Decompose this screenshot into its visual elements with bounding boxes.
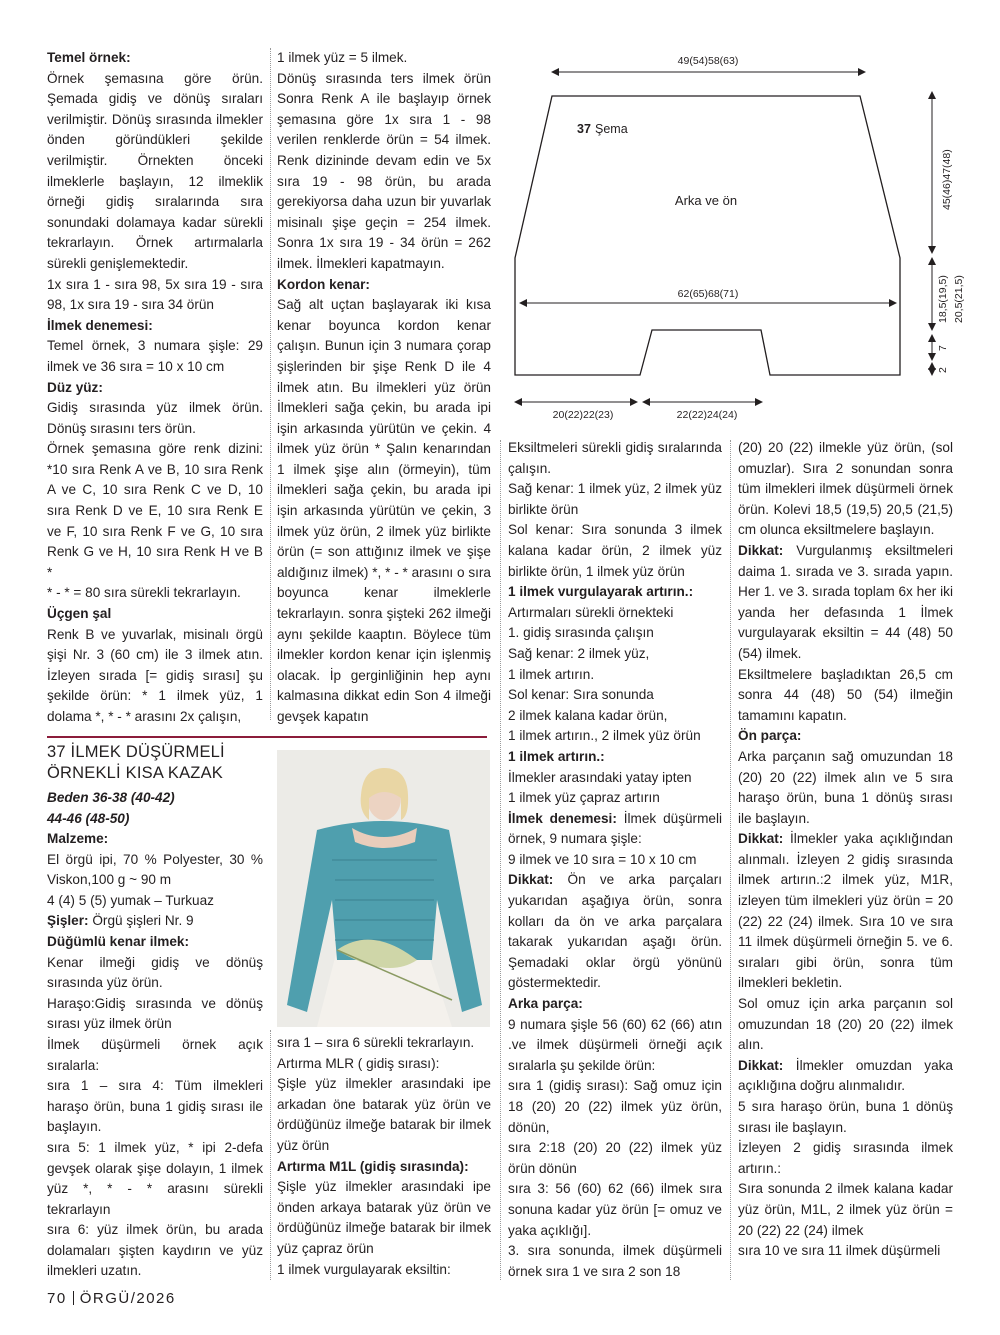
lead-label: Şişler: (47, 913, 89, 929)
paragraph: Artırmaları sürekli örnekteki (508, 604, 674, 620)
paragraph: Sağ kenar: 1 ilmek yüz, 2 ilmek yüz birlikte örün (508, 481, 722, 517)
paragraph (738, 1056, 953, 1097)
article-title: 37 İLMEK DÜŞÜRMELİ ÖRNEKLİ KISA KAZAK (47, 743, 225, 782)
magazine-name: ÖRGÜ/2026 (79, 1290, 176, 1307)
paragraph: Örnek şemasına göre örün. Şemada gidiş ve dönüş sıraları verilmiştir. Dönüş sırasında ilmekler önden göründükleri şekilde verilmiştir. Örnekten önceki ilmeklerle başlayın, 12 ilmeklik örneği gidiş sıralarında sıra sonundaki dolamaya kadar sürekli tekrarlayın. Örnek artırmalarla sürekli genişlemektedir. (47, 70, 263, 271)
paragraph: Şişle yüz ilmekler arasındaki ipe arkadan öne batarak yüz örün ve ördüğünüz ilmeğe batarak bir ilmek yüz örün (277, 1076, 491, 1153)
right-mid-label-b: 20,5(21,5) (953, 275, 965, 323)
paragraph: Dönüş sırasında ters ilmek örün Sonra Renk A ile başlayıp örnek şemasına göre 1x sıra 1 - 98 verilen renklerde örün = 54 ilmek. Renk dizininde devam edin ve 5x sıra 19 - 98 örün, bu arada gerekiyorsa daha uzun bir yuvarlak misinalı şişe geçin = 254 ilmek. Sonra 1x sıra 19 - 34 örün = 262 ilmek. İlmekleri kapatmayın. (277, 70, 491, 271)
paragraph (47, 911, 263, 932)
paragraph: 1 ilmek vurgulayarak eksiltin: (277, 1261, 451, 1277)
col4 (738, 438, 953, 1262)
paragraph: İzleyen 2 gidiş sırasında ilmek artırın.: (738, 1140, 953, 1176)
right-7-label: 7 (937, 345, 949, 351)
paragraph-text: İlmekler yaka açıklığından alınmalı. İzleyen 2 gidiş sırasında ilmek artırın.:2 ilmek yüz, M1R, izleyen tüm ilmekleri yüz örün = 20 (22) 22 (24) ilmek. Sıra 10 ve sıra 11 ilmek düşürmeli örneğin 5. ve 6. sıraları gibi örün, sonra tüm ilmekleri bekletin. (738, 831, 953, 991)
paragraph: sıra 5: 1 ilmek yüz, * ipi 2-defa gevşek olarak şişe dolayın, 1 ilmek yüz *, * - * arasını sürekli tekrarlayın (47, 1139, 263, 1217)
size-line-1: Beden 36-38 (40-42) (47, 790, 175, 805)
section-heading: Düz yüz: (47, 379, 103, 395)
lead-label: Dikkat: (738, 542, 784, 558)
paragraph: 1x sıra 1 - sıra 98, 5x sıra 19 - sıra 98, 1x sıra 19 - sıra 34 örün (47, 276, 263, 313)
section-heading: Malzeme: (47, 831, 109, 846)
center-label: Arka ve ön (674, 193, 738, 208)
paragraph: Örnek şemasına göre renk dizini: *10 sıra Renk A ve B, 10 sıra Renk A ve C, 10 sıra Renk C ve D, 10 sıra Renk D ve E, 10 sıra Renk E ve F, 10 sıra Renk F ve G, 10 sıra Renk G ve H, 10 sıra Renk H ve B * (47, 441, 263, 580)
chart-label: Şema (595, 122, 628, 136)
right-2-label: 2 (937, 367, 949, 373)
section-heading: Üçgen şal (47, 606, 112, 622)
paragraph: 1 ilmek artırın., 2 ilmek yüz örün (508, 728, 701, 744)
paragraph (508, 809, 722, 850)
paragraph: İlmekler arasındaki yatay ipten (508, 769, 692, 785)
right-upper-label: 45(46)47(48) (941, 149, 953, 210)
section-heading: 1 ilmek vurgulayarak artırın.: (508, 584, 694, 600)
paragraph-text: Örgü şişleri Nr. 9 (88, 913, 194, 929)
paragraph: 5 sıra haraşo örün, buna 1 dönüş sırası ile başlayın. (738, 1099, 953, 1135)
paragraph: sıra 2:18 (20) 20 (22) ilmek yüz örün dönün (508, 1140, 722, 1176)
paragraph: sıra 6: yüz ilmek örün, bu arada dolamaları şişten kaydırın ve yüz ilmekleri uzatın. (47, 1222, 263, 1279)
lead-label: Dikkat: (738, 831, 784, 847)
right-mid-label-a: 18,5(19,5) (937, 275, 949, 323)
section-heading: Ön parça: (738, 728, 802, 744)
paragraph: 9 numara şişle 56 (60) 62 (66) atın .ve ilmek düşürmeli örneği açık sıralarla şu şekilde örün: (508, 1016, 722, 1073)
paragraph: sıra 1 (gidiş sırası): Sağ omuz için 18 (20) 20 (22) ilmek yüz örün, dönün, (508, 1078, 722, 1135)
col2-top (277, 48, 491, 728)
paragraph: Gidiş sırasında yüz ilmek örün. Dönüş sırasını ters örün. (47, 400, 263, 436)
paragraph: Şişle yüz ilmekler arasındaki ipe önden arkaya batarak yüz örün ve ördüğünüz ilmeğe batarak bir ilmek yüz çapraz örün (277, 1179, 491, 1256)
bottom-right-label: 22(22)24(24) (676, 409, 738, 421)
section-heading: İlmek denemesi: (47, 317, 153, 333)
paragraph: Eksiltmeleri sürekli gidiş sıralarında çalışın. (508, 440, 722, 476)
lead-label: Dikkat: (738, 1057, 784, 1073)
paragraph: sıra 10 ve sıra 11 ilmek düşürmeli (738, 1243, 941, 1259)
column-divider (270, 1030, 271, 1280)
footer-divider (73, 1291, 74, 1305)
section-heading: Düğümlü kenar ilmek: (47, 933, 190, 949)
paragraph-text: Vurgulanmış eksiltmeleri daima 1. sırada ve 3. sırada yapın. Her 1. ve 3. sırada toplam 6x her iki yanda her defasında 1 İlmek vurgulayarak eksiltin = 44 (48) 50 (54) ilmek. (738, 542, 953, 661)
paragraph: 1. gidiş sırasında çalışın (508, 625, 654, 641)
paragraph: El örgü ipi, 70 % Polyester, 30 % Viskon,100 g ~ 90 m (47, 851, 263, 888)
page-footer (47, 1290, 176, 1307)
column-divider (270, 48, 271, 720)
garment-outline (515, 96, 900, 375)
paragraph: Sıra sonunda 2 ilmek kalana kadar yüz örün, M1L, 2 ilmek yüz örün = 20 (22) 22 (24) ilmek (738, 1181, 953, 1238)
article-divider (47, 736, 487, 738)
paragraph: Sol omuz için arka parçanın sol omuzundan 18 (20) 20 (22) ilmek alın. (738, 996, 953, 1053)
paragraph-text: Ön ve arka parçaları yukarıdan aşağıya örün, sonra kolları da ön ve arka parçalara takarak yukarıdan aşağı örün. Şemadaki oklar örgü yönünü göstermektedir. (508, 872, 722, 991)
paragraph: Kenar ilmeği gidiş ve dönüş sırasında yüz örün. (47, 954, 263, 991)
paragraph (738, 541, 953, 665)
paragraph: * - * = 80 sıra sürekli tekrarlayın. (47, 585, 241, 601)
col1-top (47, 48, 263, 728)
paragraph: Arka parçanın sağ omuzundan 18 (20) 20 (22) ilmek alın ve 5 sıra haraşo örün, buna 1 dönüş sırası ile başlayın. (738, 748, 953, 826)
paragraph: İlmek düşürmeli örnek açık sıralarla: (47, 1036, 263, 1073)
paragraph: Temel örnek, 3 numara şişle: 29 ilmek ve 36 sıra = 10 x 10 cm (47, 338, 263, 374)
column-divider (730, 440, 731, 1280)
section-heading: Temel örnek: (47, 50, 131, 65)
size-info (47, 788, 175, 829)
paragraph: Renk B ve yuvarlak, misinalı örgü şişi Nr. 3 (60 cm) ile 3 ilmek atın. İzleyen sırada [= gidiş sırası] şu şekilde örün: * 1 ilmek yüz, 1 dolama *, * - * arasını 2x çalışın, (47, 626, 263, 724)
paragraph: Sol kenar: Sıra sonunda (508, 687, 654, 703)
bottom-left-label: 20(22)22(23) (552, 409, 614, 421)
page-number: 70 (47, 1290, 67, 1307)
paragraph: 1 ilmek yüz çapraz artırın (508, 790, 660, 806)
section-heading: Arka parça: (508, 996, 583, 1012)
paragraph: Sağ alt uçtan başlayarak iki kısa kenar boyunca kordon kenar çalışın. Bunun için 3 numara çorap şişlerinden bir şişe Renk D ile 4 ilmek atın. Bu ilmekleri yüz örün İlmekleri sağa çekin, bu arada ipi işin arkasında yürütün ve çekin. 4 ilmek yüz örün * Şalın kenarından 1 ilmek şişe alın (örmeyin), tüm ilmekleri sağa çekin, bu arada ipi işin arkasında yürütün ve çekin, 3 ilmek yüz örün, 2 ilmek yüz birlikte örün (= son attığınız ilmek ve şişe aldığınız ilmek) *, * - * arasını o sıra boyunca kenar ilmeklerle tekrarlayın. sonra şişteki 262 ilmeği aynı şekilde kaaptın. Böylece tüm ilmekler kordon kenar için işlenmiş olacak. İp gerginliğinin hep aynı kalmasına dikkat edin Son 4 ilmeği gevşek kapatın (277, 297, 491, 724)
paragraph (738, 829, 953, 994)
paragraph: Haraşo:Gidiş sırasında ve dönüş sırası yüz ilmek örün (47, 995, 263, 1032)
col1-bottom (47, 829, 263, 1282)
paragraph: 4 (4) 5 (5) yumak – Turkuaz (47, 892, 214, 908)
paragraph (508, 870, 722, 994)
section-heading: 1 ilmek artırın.: (508, 748, 605, 764)
paragraph-text: İlmek düşürmeli örnek, 9 numara şişle: (508, 810, 723, 847)
col3 (508, 438, 722, 1282)
size-line-2: 44-46 (48-50) (47, 810, 130, 826)
paragraph: Sağ kenar: 2 ilmek yüz, (508, 645, 650, 661)
paragraph: (20) 20 (22) ilmekle yüz örün, (sol omuzlar). Sıra 2 sonundan sonra tüm ilmekleri ilmek düşürmeli örnek örün. Kolevi 18,5 (19,5) 20,5 (21,5) cm olunca eksiltmelere başlayın. (738, 440, 953, 538)
paragraph: 2 ilmek kalana kadar örün, (508, 707, 668, 723)
pattern-diagram (500, 40, 980, 430)
paragraph: sıra 1 – sıra 6 sürekli tekrarlayın. (277, 1035, 475, 1050)
chart-number: 37 (577, 122, 591, 136)
paragraph: 3. sıra sonunda, ilmek düşürmeli örnek sıra 1 ve sıra 2 son 18 (508, 1243, 722, 1279)
paragraph: sıra 3: 56 (60) 62 (66) ilmek sıra sonuna kadar yüz örün [= omuz ve yaka açıklığı]. (508, 1181, 722, 1238)
paragraph: Eksiltmelere başladıktan 26,5 cm sonra 44 (48) 50 (54) ilmeğin tamamını kapatın. (738, 666, 953, 723)
lead-label: İlmek denemesi: (508, 810, 617, 826)
width-label: 62(65)68(71) (677, 288, 739, 300)
paragraph: Artırma MLR ( gidiş sırası): (277, 1055, 440, 1071)
paragraph: sıra 1 – sıra 4: Tüm ilmekleri haraşo örün, buna 1 gidiş sırası ile başlayın. (47, 1078, 263, 1135)
paragraph: Sol kenar: Sıra sonunda 3 ilmek kalana kadar örün, 2 ilmek yüz birlikte örün, 1 ilmek yüz örün (508, 522, 722, 579)
column-divider (500, 440, 501, 1280)
section-heading: Artırma M1L (gidiş sırasında): (277, 1158, 469, 1174)
paragraph: 1 ilmek artırın. (508, 666, 595, 682)
paragraph: 1 ilmek yüz = 5 ilmek. (277, 50, 408, 65)
top-width-label: 49(54)58(63) (677, 55, 739, 67)
lead-label: Dikkat: (508, 872, 554, 888)
model-photo (277, 750, 490, 1027)
paragraph-text: İlmekler omuzdan yaka açıklığına doğru alınmalıdır. (738, 1057, 953, 1094)
paragraph: 9 ilmek ve 10 sıra = 10 x 10 cm (508, 851, 697, 867)
col2-bottom (277, 1033, 491, 1280)
section-heading: Kordon kenar: (277, 276, 370, 292)
